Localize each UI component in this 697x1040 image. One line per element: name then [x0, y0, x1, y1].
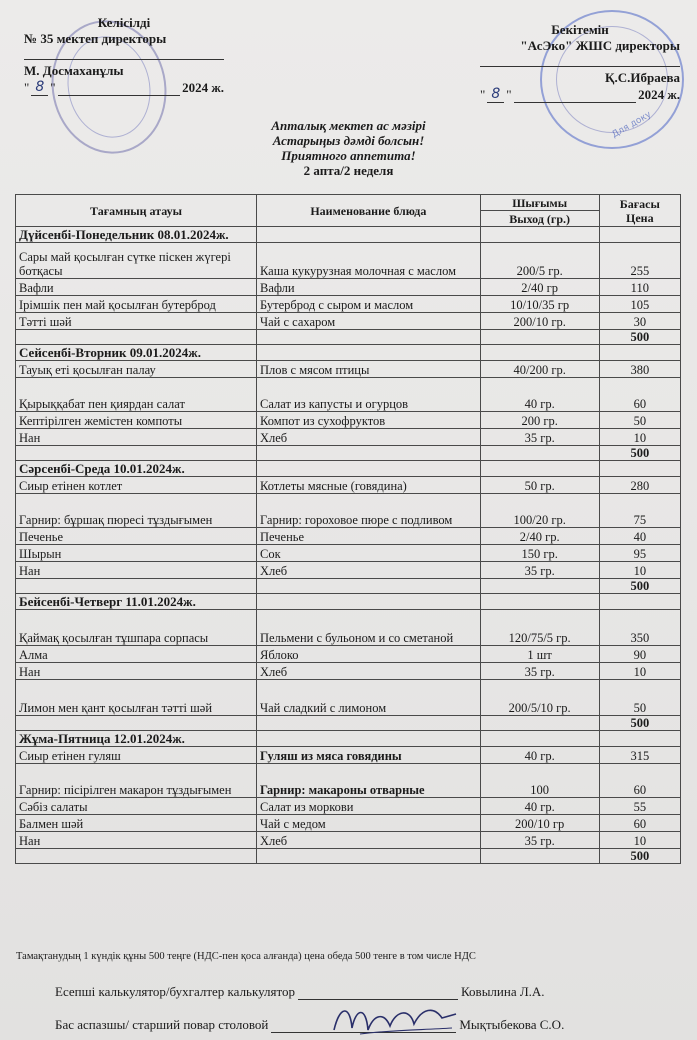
dish-name-kz: Лимон мен қант қосылған тәтті шәй — [16, 680, 257, 716]
heading-line-2: Астарыңыз дәмді болсын! — [272, 133, 425, 148]
dish-name-ru: Гуляш из мяса говядины — [256, 747, 480, 764]
approval-block-right — [480, 22, 680, 103]
col-header-price — [599, 195, 680, 227]
dish-name-kz: Гарнир: бұршақ пюресі тұздығымен — [16, 494, 257, 528]
approval-block-left — [24, 15, 224, 96]
dish-name-kz: Шырын — [16, 545, 257, 562]
dish-name-kz: Сары май қосылған сүтке піскен жүгері ботқасы — [16, 243, 257, 279]
heading-line-4: 2 апта/2 неделя — [303, 163, 394, 178]
dish-name-ru: Вафли — [256, 279, 480, 296]
day-header-row — [16, 731, 681, 747]
dish-name-kz: Гарнир: пісірілген макарон тұздығымен — [16, 764, 257, 798]
dish-name-kz: Тауық еті қосылған палау — [16, 361, 257, 378]
dish-name-kz: Балмен шәй — [16, 815, 257, 832]
dish-price: 30 — [599, 313, 680, 330]
signature-line — [480, 56, 680, 67]
menu-item-row — [16, 798, 681, 815]
dish-price: 105 — [599, 296, 680, 313]
dish-name-ru: Яблоко — [256, 646, 480, 663]
signature-line — [24, 49, 224, 60]
dish-name-kz: Сиыр етінен гуляш — [16, 747, 257, 764]
dish-yield: 150 гр. — [480, 545, 599, 562]
menu-heading — [0, 118, 697, 178]
dish-price: 10 — [599, 832, 680, 849]
dish-name-ru: Компот из сухофруктов — [256, 412, 480, 429]
dish-name-ru: Гарнир: гороховое пюре с подливом — [256, 494, 480, 528]
dish-yield: 200/10 гр. — [480, 313, 599, 330]
dish-yield: 120/75/5 гр. — [480, 610, 599, 646]
col-header-price-ru: Цена — [626, 210, 654, 225]
dish-price: 50 — [599, 680, 680, 716]
dish-yield: 1 шт — [480, 646, 599, 663]
dish-name-kz: Тәтті шәй — [16, 313, 257, 330]
dish-name-ru: Сок — [256, 545, 480, 562]
menu-item-row — [16, 243, 681, 279]
dish-name-kz: Печенье — [16, 528, 257, 545]
dish-yield: 100/20 гр. — [480, 494, 599, 528]
dish-name-ru: Котлеты мясные (говядина) — [256, 477, 480, 494]
dish-price: 255 — [599, 243, 680, 279]
day-total-price: 500 — [599, 330, 680, 345]
dish-yield: 2/40 гр. — [480, 528, 599, 545]
dish-price: 60 — [599, 815, 680, 832]
dish-price: 315 — [599, 747, 680, 764]
dish-name-ru: Чай сладкий с лимоном — [256, 680, 480, 716]
signature-name: Мықтыбекова С.О. — [459, 1017, 565, 1032]
day-title: Дүйсенбі-Понедельник 08.01.2024ж. — [16, 227, 257, 243]
signature-name: Ковылина Л.А. — [461, 984, 545, 999]
dish-name-kz: Кептірілген жемістен компоты — [16, 412, 257, 429]
dish-price: 10 — [599, 429, 680, 446]
day-title: Сәрсенбі-Среда 10.01.2024ж. — [16, 461, 257, 477]
dish-yield: 200 гр. — [480, 412, 599, 429]
dish-name-kz: Қырыққабат пен қиярдан салат — [16, 378, 257, 412]
dish-name-ru: Хлеб — [256, 562, 480, 579]
dish-name-kz: Алма — [16, 646, 257, 663]
dish-yield: 35 гр. — [480, 832, 599, 849]
col-header-price-kz: Бағасы — [619, 196, 660, 211]
dish-yield: 200/10 гр — [480, 815, 599, 832]
menu-item-row — [16, 429, 681, 446]
dish-name-kz: Сиыр етінен котлет — [16, 477, 257, 494]
approval-left-name: М. Досмаханұлы — [24, 63, 124, 78]
dish-name-ru: Хлеб — [256, 429, 480, 446]
dish-price: 55 — [599, 798, 680, 815]
day-title: Бейсенбі-Четверг 11.01.2024ж. — [16, 594, 257, 610]
menu-item-row — [16, 815, 681, 832]
approval-right-name: Қ.С.Ибраева — [605, 70, 680, 85]
dish-price: 10 — [599, 663, 680, 680]
dish-name-ru: Салат из капусты и огурцов — [256, 378, 480, 412]
day-header-row — [16, 345, 681, 361]
menu-item-row — [16, 562, 681, 579]
menu-table-body — [16, 227, 681, 864]
dish-name-kz: Сәбіз салаты — [16, 798, 257, 815]
dish-yield: 35 гр. — [480, 562, 599, 579]
menu-table — [15, 194, 681, 864]
day-total-row — [16, 330, 681, 345]
signature-chef — [55, 1017, 564, 1033]
menu-item-row — [16, 610, 681, 646]
dish-yield: 40 гр. — [480, 747, 599, 764]
signature-accountant — [55, 984, 545, 1000]
menu-item-row — [16, 663, 681, 680]
day-title: Сейсенбі-Вторник 09.01.2024ж. — [16, 345, 257, 361]
dish-price: 110 — [599, 279, 680, 296]
dish-name-ru: Пельмени с бульоном и со сметаной — [256, 610, 480, 646]
dish-price: 90 — [599, 646, 680, 663]
dish-name-ru: Салат из моркови — [256, 798, 480, 815]
signature-role: Бас аспазшы/ старший повар столовой — [55, 1017, 269, 1032]
dish-price: 10 — [599, 562, 680, 579]
dish-price: 75 — [599, 494, 680, 528]
dish-name-ru: Каша кукурузная молочная с маслом — [256, 243, 480, 279]
menu-item-row — [16, 646, 681, 663]
dish-yield: 50 гр. — [480, 477, 599, 494]
dish-name-kz: Нан — [16, 663, 257, 680]
dish-name-kz: Нан — [16, 562, 257, 579]
stamp-text: Для доку — [610, 109, 654, 141]
approval-left-year: 2024 ж. — [182, 80, 224, 95]
menu-item-row — [16, 313, 681, 330]
dish-yield: 100 — [480, 764, 599, 798]
dish-price: 60 — [599, 378, 680, 412]
dish-name-ru: Чай с сахаром — [256, 313, 480, 330]
approval-left-title: Келісілді — [97, 15, 151, 30]
day-header-row — [16, 227, 681, 243]
dish-name-kz: Вафли — [16, 279, 257, 296]
menu-item-row — [16, 680, 681, 716]
dish-name-ru: Хлеб — [256, 832, 480, 849]
dish-name-kz: Қаймақ қосылған тұшпара сорпасы — [16, 610, 257, 646]
menu-item-row — [16, 764, 681, 798]
signature-role: Есепші калькулятор/бухгалтер калькулятор — [55, 984, 296, 999]
handwritten-signature — [330, 1000, 460, 1040]
dish-price: 95 — [599, 545, 680, 562]
menu-item-row — [16, 494, 681, 528]
approval-right-day: 8 — [487, 86, 504, 103]
day-total-price: 500 — [599, 849, 680, 864]
dish-yield: 40 гр. — [480, 798, 599, 815]
dish-name-ru: Гарнир: макароны отварные — [256, 764, 480, 798]
menu-item-row — [16, 279, 681, 296]
dish-yield: 10/10/35 гр — [480, 296, 599, 313]
menu-item-row — [16, 477, 681, 494]
day-total-price: 500 — [599, 579, 680, 594]
dish-yield: 200/5/10 гр. — [480, 680, 599, 716]
approval-right-position: "АсЭко" ЖШС директоры — [520, 38, 680, 53]
dish-yield: 35 гр. — [480, 429, 599, 446]
dish-yield: 40 гр. — [480, 378, 599, 412]
menu-item-row — [16, 545, 681, 562]
menu-item-row — [16, 528, 681, 545]
dish-price: 380 — [599, 361, 680, 378]
day-header-row — [16, 461, 681, 477]
day-total-row — [16, 716, 681, 731]
dish-yield: 40/200 гр. — [480, 361, 599, 378]
day-total-row — [16, 579, 681, 594]
day-total-price: 500 — [599, 716, 680, 731]
menu-item-row — [16, 378, 681, 412]
dish-price: 40 — [599, 528, 680, 545]
dish-price: 50 — [599, 412, 680, 429]
col-header-name-kz: Тағамның атауы — [16, 195, 257, 227]
menu-item-row — [16, 361, 681, 378]
dish-yield: 200/5 гр. — [480, 243, 599, 279]
dish-name-ru: Печенье — [256, 528, 480, 545]
heading-line-1: Апталық мектеп ас мәзірі — [271, 118, 426, 133]
menu-item-row — [16, 747, 681, 764]
col-header-name-ru: Наименование блюда — [256, 195, 480, 227]
day-total-row — [16, 446, 681, 461]
menu-item-row — [16, 412, 681, 429]
menu-item-row — [16, 832, 681, 849]
col-header-yield-kz: Шығымы — [480, 195, 599, 211]
heading-line-3: Приятного аппетита! — [281, 148, 416, 163]
day-title: Жұма-Пятница 12.01.2024ж. — [16, 731, 257, 747]
dish-price: 280 — [599, 477, 680, 494]
dish-name-kz: Нан — [16, 429, 257, 446]
approval-right-title: Бекітемін — [551, 22, 609, 37]
day-total-price: 500 — [599, 446, 680, 461]
approval-right-year: 2024 ж. — [638, 87, 680, 102]
col-header-yield-ru: Выход (гр.) — [480, 211, 599, 227]
dish-name-kz: Нан — [16, 832, 257, 849]
approval-left-day: 8 — [31, 79, 48, 96]
price-note: Тамақтанудың 1 күндік құны 500 теңге (НДС-пен қоса алғанда) цена обеда 500 тенге в том числе НДС — [16, 951, 476, 962]
approval-left-position: № 35 мектеп директоры — [24, 31, 167, 46]
dish-name-ru: Хлеб — [256, 663, 480, 680]
dish-price: 350 — [599, 610, 680, 646]
day-header-row — [16, 594, 681, 610]
approval-left-date: " 8 " 2024 ж. — [24, 79, 224, 95]
dish-name-ru: Бутерброд с сыром и маслом — [256, 296, 480, 313]
dish-yield: 35 гр. — [480, 663, 599, 680]
approval-right-date: " 8 " 2024 ж. — [480, 86, 680, 102]
dish-name-ru: Чай с медом — [256, 815, 480, 832]
menu-item-row — [16, 296, 681, 313]
day-total-row — [16, 849, 681, 864]
dish-price: 60 — [599, 764, 680, 798]
dish-name-ru: Плов с мясом птицы — [256, 361, 480, 378]
dish-name-kz: Ірімшік пен май қосылған бутерброд — [16, 296, 257, 313]
dish-yield: 2/40 гр — [480, 279, 599, 296]
